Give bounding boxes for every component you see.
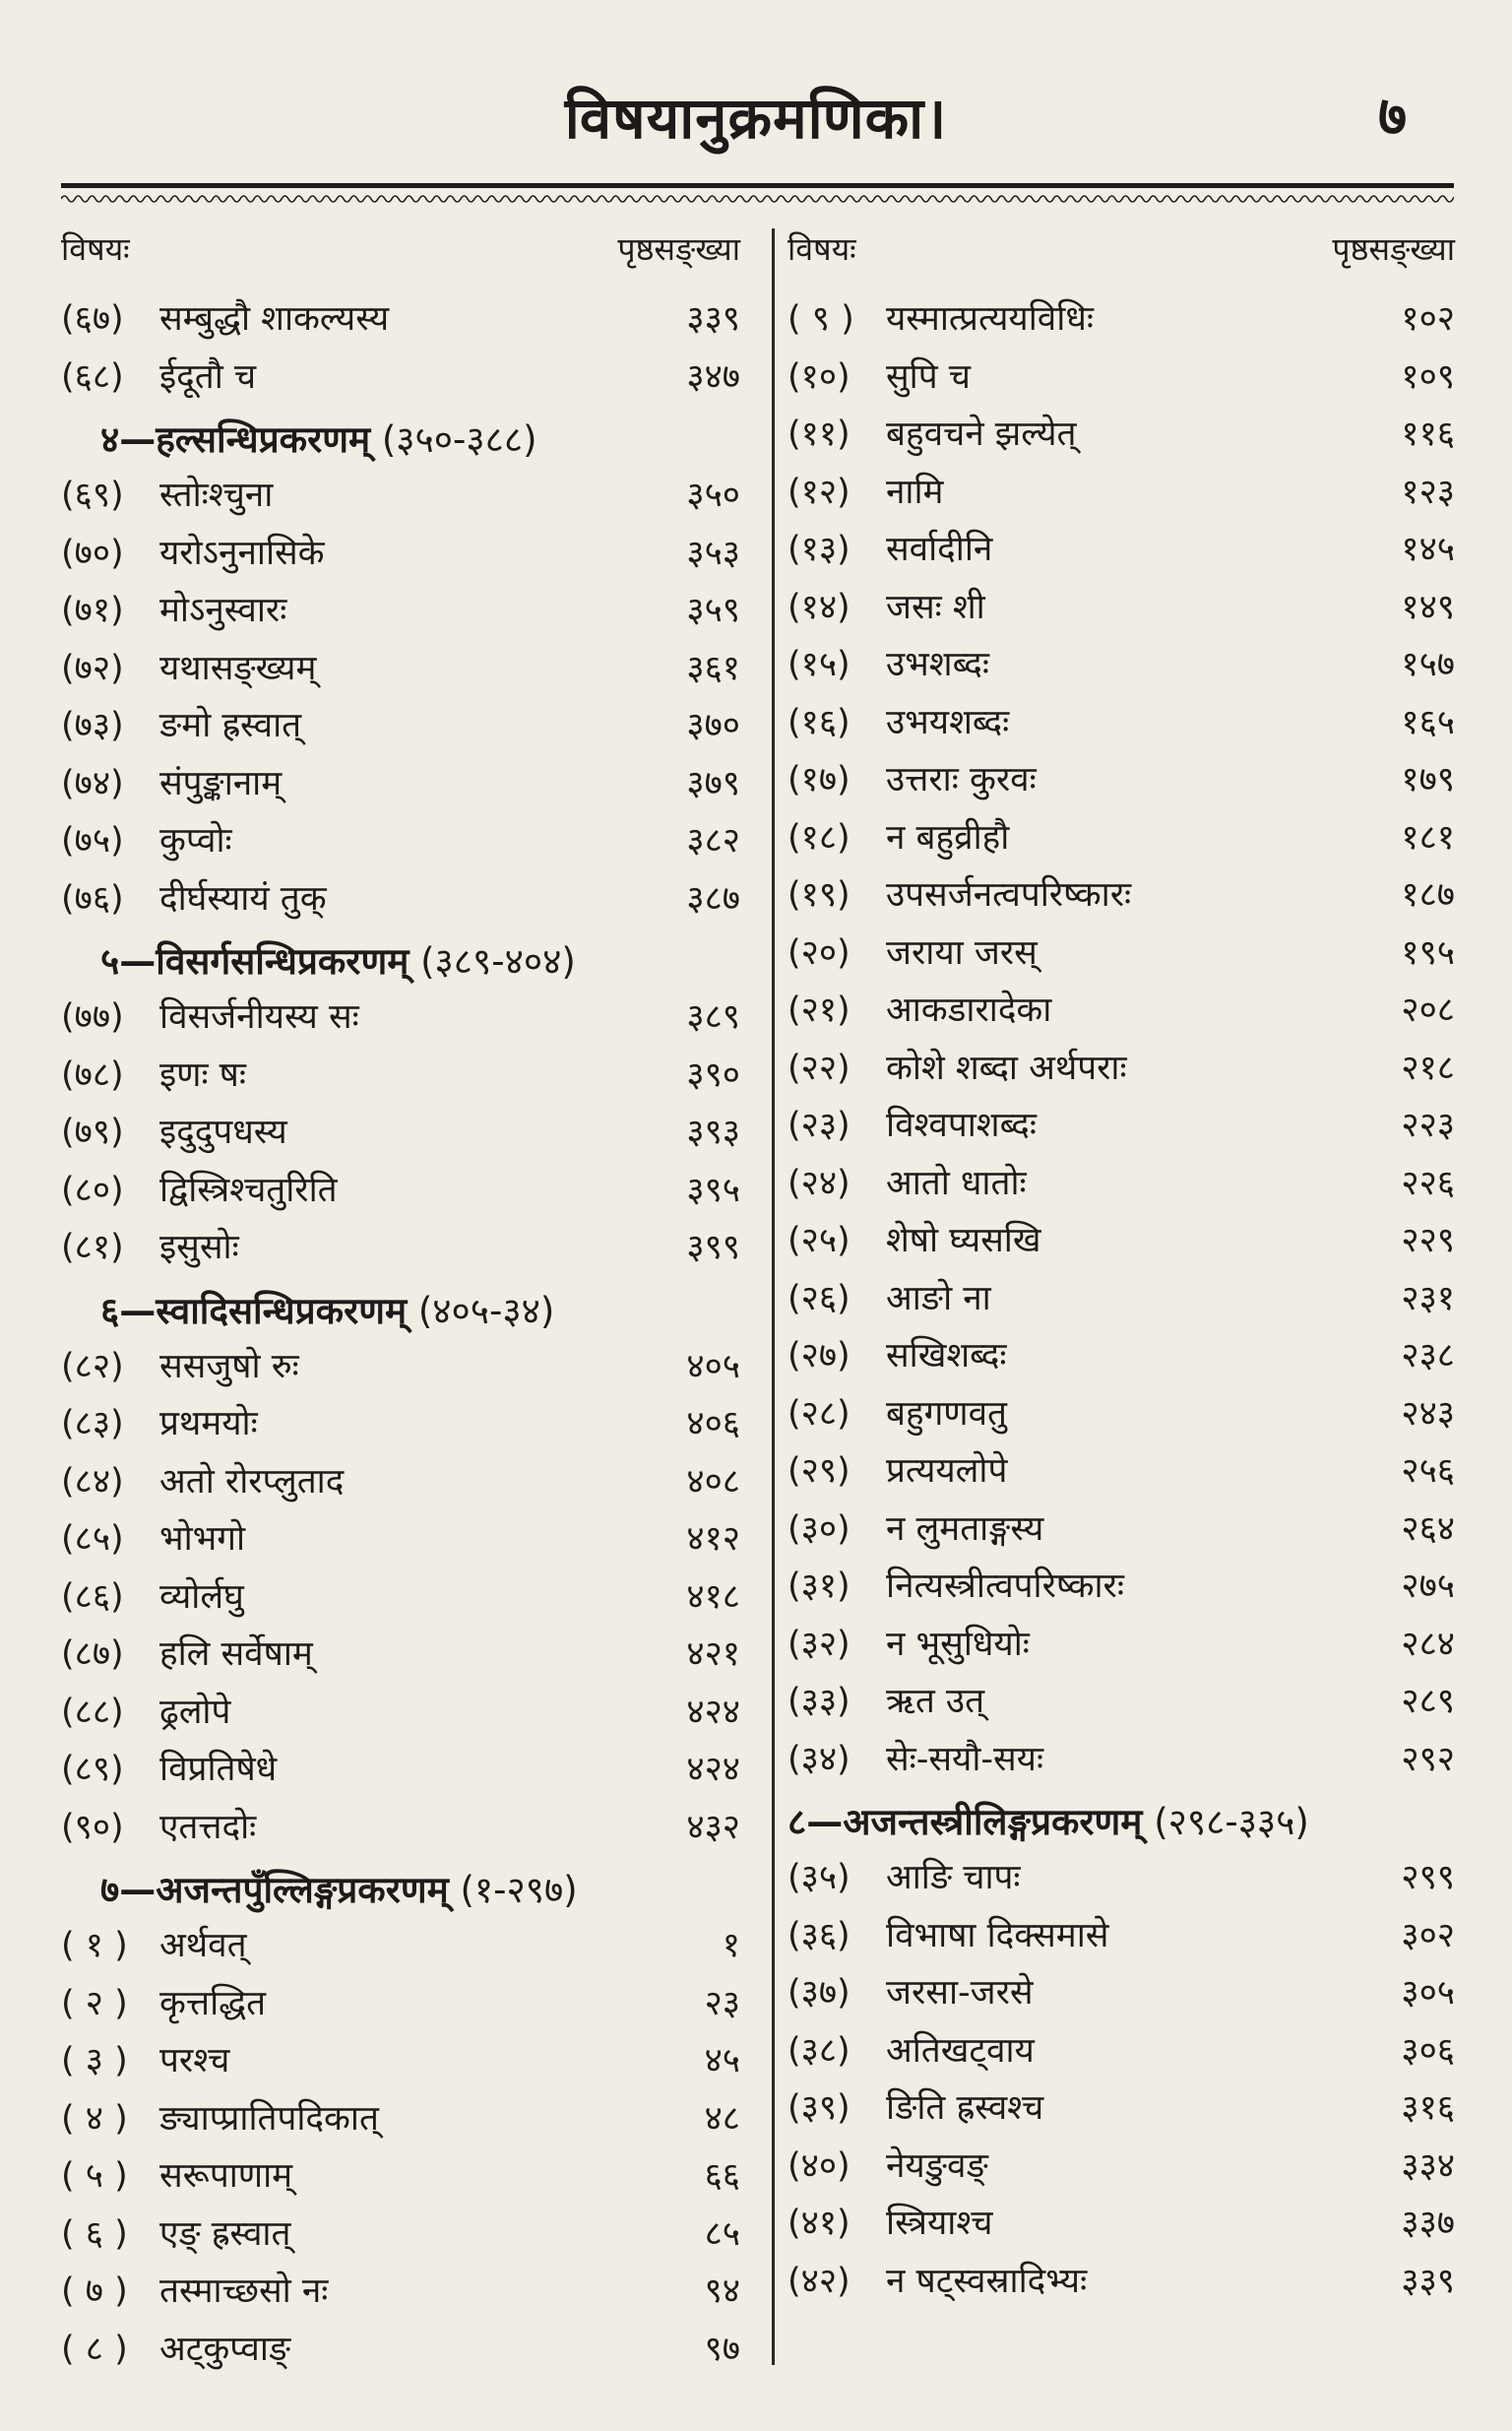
section-page-range: (३५०-३८८) [381, 418, 537, 461]
section-heading [100, 932, 780, 992]
entry-number: (४२) [788, 2261, 850, 2301]
entry-number: (८३) [61, 1404, 124, 1443]
entry-title: ईदूतौ च [159, 356, 257, 397]
entry-page: ४२४ [686, 1692, 740, 1732]
entry-page: १९५ [1401, 932, 1455, 973]
entry-number: ( ७ ) [61, 2271, 128, 2311]
entry-page: ३८२ [686, 821, 740, 861]
entry-number: (७७) [61, 997, 124, 1037]
entry-page: ३०६ [1401, 2030, 1455, 2071]
toc-entry [788, 752, 1455, 807]
entry-number: ( ६ ) [61, 2213, 128, 2254]
entry-title: स्तोःश्चुना [159, 476, 274, 515]
entry-page: १४९ [1401, 587, 1455, 627]
toc-entry [788, 983, 1455, 1038]
toc-entry [788, 2139, 1455, 2194]
toc-entry [61, 1918, 740, 1973]
entry-page: ३३९ [686, 299, 740, 339]
entry-page: २७५ [1401, 1567, 1455, 1606]
entry-page: ३०२ [1401, 1915, 1455, 1955]
entry-page: २३ [704, 1983, 740, 2023]
entry-page: ४३२ [686, 1807, 740, 1847]
entry-page: ३७९ [686, 763, 740, 803]
entry-number: ( २ ) [61, 1983, 128, 2023]
entry-title: ऋत उत् [886, 1682, 985, 1721]
entry-title: आङि चापः [886, 1858, 1021, 1897]
toc-entry [61, 1339, 740, 1394]
entry-number: (४१) [788, 2204, 850, 2243]
toc-entry [788, 1098, 1455, 1153]
toc-entry [788, 1559, 1455, 1614]
entry-page: ३८७ [686, 878, 740, 919]
toc-entry [61, 1511, 740, 1567]
entry-page: ४१२ [686, 1519, 740, 1559]
toc-entry [61, 526, 740, 581]
entry-number: (२५) [788, 1221, 850, 1260]
toc-entry [61, 1742, 740, 1797]
entry-number: ( ३ ) [61, 2041, 128, 2080]
toc-entry [61, 1048, 740, 1103]
entry-page: २१८ [1401, 1048, 1455, 1088]
entry-title: जराया जरस् [886, 932, 1038, 973]
toc-entry [61, 2148, 740, 2204]
entry-number: (६९) [61, 476, 124, 515]
toc-entry [788, 810, 1455, 865]
section-page-range: (२९८-३३५) [1154, 1801, 1309, 1843]
toc-entry [61, 291, 740, 347]
entry-number: (३७) [788, 1973, 850, 2013]
entry-title: इदुदुपधस्य [159, 1113, 287, 1152]
entry-title: प्रत्ययलोपे [886, 1451, 1008, 1491]
toc-entry [788, 1965, 1455, 2020]
entry-number: (३२) [788, 1624, 850, 1664]
toc-entry [788, 695, 1455, 750]
toc-entry [61, 1396, 740, 1451]
entry-number: (९०) [61, 1807, 124, 1847]
toc-entry [788, 1617, 1455, 1672]
entry-number: (१८) [788, 817, 850, 858]
entry-number: (८४) [61, 1461, 124, 1502]
entry-title: ङमो ह्रस्वात् [159, 706, 302, 745]
section-title: ८—अजन्तस्त्रीलिङ्गप्रकरणम् [788, 1801, 1143, 1843]
entry-number: (८२) [61, 1346, 124, 1386]
entry-number: (७१) [61, 591, 124, 630]
toc-entry [788, 2080, 1455, 2136]
entry-page: २२९ [1401, 1221, 1455, 1260]
toc-entry [788, 2023, 1455, 2079]
entry-page: ३४७ [686, 356, 740, 397]
entry-page: ३३७ [1401, 2204, 1455, 2243]
toc-entry [61, 1569, 740, 1625]
entry-title: उत्तराः कुरवः [886, 760, 1037, 800]
entry-title: कृत्तद्धित [159, 1983, 267, 2023]
entry-page: २९९ [1401, 1858, 1455, 1897]
toc-entry [61, 1220, 740, 1275]
entry-title: यरोऽनुनासिके [159, 533, 325, 573]
entry-number: (८५) [61, 1519, 124, 1559]
section-heading [100, 1282, 780, 1341]
toc-entry [61, 2033, 740, 2088]
entry-page: ३९९ [686, 1228, 740, 1267]
toc-entry [61, 1163, 740, 1218]
toc-entry [61, 1976, 740, 2031]
entry-title: विश्वपाशब्दः [886, 1106, 1037, 1145]
toc-entry [788, 926, 1455, 981]
entry-page: २८४ [1401, 1624, 1455, 1664]
entry-number: (६७) [61, 299, 124, 339]
entry-page: ३६१ [686, 648, 740, 688]
entry-page: ६६ [704, 2156, 740, 2196]
entry-number: (१९) [788, 875, 850, 915]
entry-page: १८१ [1401, 817, 1455, 858]
entry-title: एतत्तदोः [159, 1807, 257, 1847]
toc-entry [61, 1627, 740, 1682]
entry-title: विसर्जनीयस्य सः [159, 997, 359, 1037]
section-title: ५—विसर्गसन्धिप्रकरणम् [100, 940, 410, 983]
entry-title: ङिति ह्रस्वश्च [886, 2088, 1044, 2128]
entry-number: ( १ ) [61, 1926, 128, 1965]
entry-number: (१७) [788, 760, 850, 800]
right-column-header [788, 224, 1455, 274]
entry-title: विप्रतिषेधे [159, 1750, 278, 1789]
entry-number: (७२) [61, 648, 124, 688]
entry-page: १८७ [1401, 875, 1455, 915]
entry-number: (३४) [788, 1739, 850, 1779]
entry-page: २४३ [1401, 1393, 1455, 1434]
entry-title: बहुवचने झल्येत् [886, 415, 1077, 454]
entry-title: शेषो घ्यसखि [886, 1221, 1041, 1260]
entry-number: (४०) [788, 2145, 850, 2186]
entry-title: व्योर्लघु [159, 1576, 244, 1617]
subject-heading: विषयः [61, 230, 130, 268]
entry-page: ३५९ [686, 591, 740, 630]
toc-entry [788, 1213, 1455, 1268]
entry-page: १०९ [1401, 356, 1455, 397]
entry-page: ३९५ [686, 1170, 740, 1210]
toc-entry [788, 1156, 1455, 1211]
entry-title: आकडारादेका [886, 991, 1052, 1030]
entry-title: विभाषा दिक्समासे [886, 1915, 1109, 1955]
entry-page: १५७ [1401, 645, 1455, 684]
section-heading [100, 411, 780, 470]
entry-number: (७५) [61, 821, 124, 861]
entry-number: ( ५ ) [61, 2156, 128, 2196]
toc-entry [788, 1850, 1455, 1905]
entry-title: जरसा-जरसे [886, 1973, 1034, 2013]
entry-page: ४५ [704, 2041, 740, 2080]
entry-page: ३८९ [686, 997, 740, 1037]
entry-page: ४८ [704, 2098, 740, 2139]
entry-page: २५६ [1401, 1451, 1455, 1491]
toc-entry [788, 522, 1455, 577]
entry-title: आतो धातोः [886, 1163, 1027, 1203]
entry-number: (६८) [61, 356, 124, 397]
entry-number: (७४) [61, 763, 124, 803]
toc-entry [788, 2196, 1455, 2251]
entry-number: (१४) [788, 587, 850, 627]
entry-title: न भूसुधियोः [886, 1624, 1030, 1664]
entry-number: (१०) [788, 356, 850, 397]
entry-page: ३३४ [1401, 2145, 1455, 2186]
toc-entry [788, 465, 1455, 520]
entry-title: अतिखट्वाय [886, 2030, 1035, 2071]
entry-page: ११६ [1401, 415, 1455, 454]
entry-title: अर्थवत् [159, 1926, 247, 1965]
entry-page: २६४ [1401, 1508, 1455, 1549]
entry-title: अट्कुप्वाङ् [159, 2329, 291, 2369]
toc-entry [788, 1908, 1455, 1963]
entry-page: ४१८ [686, 1576, 740, 1617]
entry-page: १४५ [1401, 530, 1455, 569]
section-title: ६—स्वादिसन्धिप्रकरणम् [100, 1289, 408, 1332]
entry-title: सम्बुद्धौ शाकल्यस्य [159, 299, 390, 339]
entry-page: २३१ [1401, 1278, 1455, 1318]
entry-page: ९४ [704, 2271, 740, 2311]
entry-page: ४०६ [686, 1404, 740, 1443]
toc-entry [61, 2207, 740, 2262]
entry-title: हलि सर्वेषाम् [159, 1634, 313, 1674]
entry-number: (८०) [61, 1170, 124, 1210]
entry-number: (२४) [788, 1163, 850, 1203]
toc-entry [788, 1443, 1455, 1499]
entry-number: (२१) [788, 991, 850, 1030]
entry-title: कोशे शब्दा अर्थपराः [886, 1048, 1127, 1088]
entry-page: ४२४ [686, 1750, 740, 1789]
entry-page: २२३ [1401, 1106, 1455, 1145]
column-divider [772, 228, 775, 2365]
toc-entry [61, 350, 740, 405]
entry-number: (८१) [61, 1228, 124, 1267]
entry-page: १ [722, 1926, 740, 1965]
entry-title: न बहुव्रीहौ [886, 817, 1010, 858]
toc-entry [788, 350, 1455, 405]
entry-title: नित्यस्त्रीत्वपरिष्कारः [886, 1567, 1124, 1606]
entry-page: २९२ [1401, 1739, 1455, 1779]
entry-page: ४२१ [686, 1634, 740, 1674]
toc-entry [61, 641, 740, 696]
entry-title: नामि [886, 472, 944, 512]
section-title: ४—हल्सन्धिप्रकरणम् [100, 418, 371, 461]
entry-number: (२२) [788, 1048, 850, 1088]
section-title: ७—अजन्तपुँल्लिङ्गप्रकरणम् [100, 1869, 449, 1911]
toc-entry [788, 1271, 1455, 1326]
entry-title: सुपि च [886, 356, 971, 397]
entry-page: ९७ [704, 2329, 740, 2369]
entry-page: ३५० [686, 476, 740, 515]
toc-entry [61, 2322, 740, 2377]
toc-entry [61, 1454, 740, 1509]
entry-title: इसुसोः [159, 1228, 239, 1267]
entry-number: (७३) [61, 706, 124, 745]
entry-number: (८६) [61, 1576, 124, 1617]
entry-page: ८५ [704, 2213, 740, 2254]
left-column-header [61, 224, 740, 274]
entry-number: (२८) [788, 1393, 850, 1434]
entry-title: अतो रोरप्लुताद [159, 1461, 345, 1502]
entry-title: एङ् ह्रस्वात् [159, 2213, 291, 2254]
toc-entry [61, 468, 740, 523]
entry-title: उभशब्दः [886, 645, 989, 684]
entry-title: मोऽनुस्वारः [159, 591, 287, 630]
entry-number: (२३) [788, 1106, 850, 1145]
entry-title: न लुमताङ्गस्य [886, 1508, 1044, 1549]
section-page-range: (३८९-४०४) [420, 940, 576, 983]
toc-entry [788, 580, 1455, 635]
entry-number: (१३) [788, 530, 850, 569]
entry-title: ढ्रलोपे [159, 1692, 231, 1732]
entry-number: (१६) [788, 702, 850, 742]
toc-entry [788, 637, 1455, 692]
entry-title: दीर्घस्यायं तुक् [159, 878, 327, 919]
toc-entry [61, 1800, 740, 1855]
toc-entry [788, 1328, 1455, 1383]
toc-entry [788, 1674, 1455, 1729]
toc-entry [61, 756, 740, 811]
entry-title: तस्माच्छसो नः [159, 2271, 329, 2311]
entry-number: ( ८ ) [61, 2329, 128, 2369]
entry-page: २८९ [1401, 1682, 1455, 1721]
toc-entry [788, 1041, 1455, 1096]
toc-entry [788, 291, 1455, 347]
entry-page: १२३ [1401, 472, 1455, 512]
page-count-heading: पृष्ठसङ्ख्या [617, 230, 740, 268]
toc-entry [61, 698, 740, 753]
entry-page: ४०८ [686, 1461, 740, 1502]
entry-title: ङ्याप्प्रातिपदिकात् [159, 2098, 379, 2139]
entry-page: ३९० [686, 1055, 740, 1095]
entry-number: (८७) [61, 1634, 124, 1674]
page-count-heading: पृष्ठसङ्ख्या [1332, 230, 1455, 268]
entry-title: सखिशब्दः [886, 1336, 1007, 1375]
entry-number: (३६) [788, 1915, 850, 1955]
entry-title: आङो ना [886, 1278, 991, 1318]
entry-number: (३८) [788, 2030, 850, 2071]
section-page-range: (१-२९७) [460, 1869, 578, 1911]
section-heading [788, 1793, 1455, 1852]
entry-title: सरूपाणाम् [159, 2156, 293, 2196]
entry-title: उपसर्जनत्वपरिष्कारः [886, 875, 1132, 915]
section-heading [100, 1861, 780, 1920]
entry-page: ३७० [686, 706, 740, 745]
entry-number: (८९) [61, 1750, 124, 1789]
entry-title: कुप्वोः [159, 821, 232, 861]
entry-title: नेयङुवङ् [886, 2145, 988, 2186]
entry-number: (२९) [788, 1451, 850, 1491]
toc-entry [788, 407, 1455, 462]
entry-page: ३५३ [686, 533, 740, 573]
toc-entry [61, 871, 740, 927]
toc-entry [788, 2254, 1455, 2309]
toc-entry [61, 1685, 740, 1740]
entry-number: (३५) [788, 1858, 850, 1897]
entry-page: २३८ [1401, 1336, 1455, 1375]
entry-number: (३३) [788, 1682, 850, 1721]
toc-entry [788, 1732, 1455, 1787]
entry-number: (१२) [788, 472, 850, 512]
entry-number: (३०) [788, 1508, 850, 1549]
entry-title: संपुङ्कानाम् [159, 763, 283, 803]
entry-title: सेः-सयौ-सयः [886, 1739, 1044, 1779]
entry-number: (१५) [788, 645, 850, 684]
section-page-range: (४०५-३४) [417, 1289, 555, 1332]
entry-title: द्विस्त्रिश्चतुरिति [159, 1170, 338, 1210]
entry-title: यस्मात्प्रत्ययविधिः [886, 299, 1094, 339]
entry-page: ३९३ [686, 1113, 740, 1152]
toc-entry [61, 2091, 740, 2146]
entry-number: (२०) [788, 932, 850, 973]
entry-page: १७९ [1401, 760, 1455, 800]
toc-entry [61, 2264, 740, 2319]
toc-entry [61, 990, 740, 1045]
entry-title: ससजुषो रुः [159, 1346, 299, 1386]
entry-page: ४०५ [686, 1346, 740, 1386]
toc-entry [61, 583, 740, 638]
entry-title: यथासङ्ख्यम् [159, 648, 317, 688]
entry-number: (३९) [788, 2088, 850, 2128]
entry-page: १६५ [1401, 702, 1455, 742]
toc-entry [61, 813, 740, 868]
entry-number: (७८) [61, 1055, 124, 1095]
entry-page: १०२ [1401, 299, 1455, 339]
entry-number: (८८) [61, 1692, 124, 1732]
header-rule [61, 183, 1454, 188]
entry-number: ( ४ ) [61, 2098, 128, 2139]
entry-number: (७९) [61, 1113, 124, 1152]
entry-number: ( ९ ) [788, 299, 854, 339]
entry-title: बहुगणवतु [886, 1393, 1007, 1434]
entry-title: भोभगो [159, 1519, 246, 1559]
entry-page: ३३९ [1401, 2261, 1455, 2301]
toc-entry [788, 1386, 1455, 1441]
entry-title: न षट्स्वस्रादिभ्यः [886, 2261, 1088, 2301]
entry-page: २२६ [1401, 1163, 1455, 1203]
page-number: ७ [1378, 85, 1408, 149]
toc-entry [788, 867, 1455, 923]
entry-page: ३१६ [1401, 2088, 1455, 2128]
toc-entry [788, 1502, 1455, 1557]
entry-title: सर्वादीनि [886, 530, 993, 569]
subject-heading: विषयः [788, 230, 856, 268]
entry-number: (७०) [61, 533, 124, 573]
entry-title: उभयशब्दः [886, 702, 1010, 742]
toc-entry [61, 1105, 740, 1160]
entry-title: परश्च [159, 2041, 230, 2080]
entry-page: ३०५ [1401, 1973, 1455, 2013]
entry-title: जसः शी [886, 587, 985, 627]
entry-title: प्रथमयोः [159, 1404, 258, 1443]
entry-title: इणः षः [159, 1055, 246, 1095]
entry-title: स्त्रियाश्च [886, 2204, 993, 2243]
entry-number: (२६) [788, 1278, 850, 1318]
entry-number: (३१) [788, 1567, 850, 1606]
entry-number: (७६) [61, 878, 124, 919]
page-title: विषयानुक्रमणिका। [564, 85, 948, 152]
entry-number: (२७) [788, 1336, 850, 1375]
entry-page: २०८ [1401, 991, 1455, 1030]
header-wavy-rule [61, 191, 1454, 207]
entry-number: (११) [788, 415, 850, 454]
